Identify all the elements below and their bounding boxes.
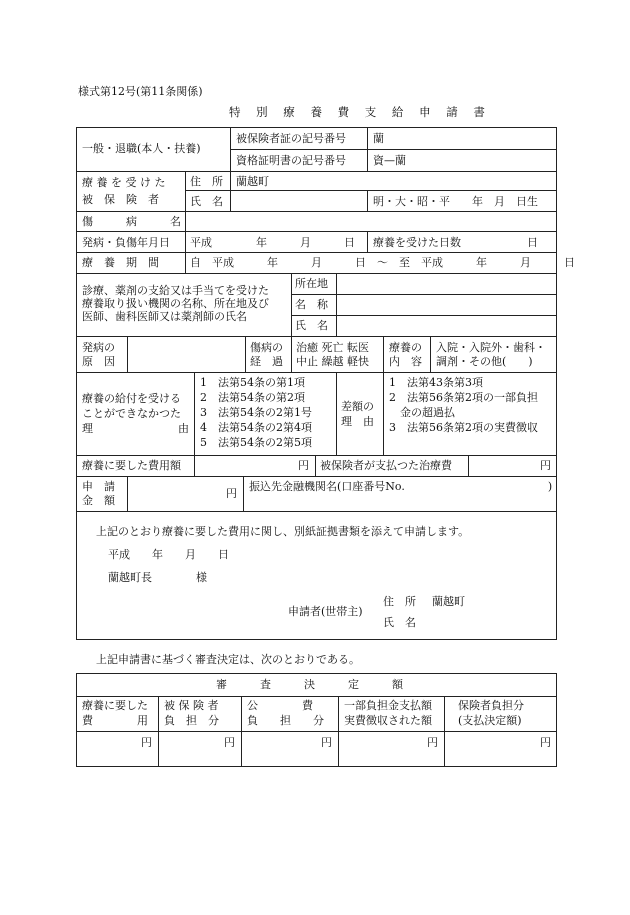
applicant-address-label: 住 所 [383,595,416,608]
qualification-card-value[interactable]: 資—蘭 [373,154,406,167]
diff-reason-label-line1: 差額の [341,400,374,413]
content-label-line1: 療養の [389,341,422,354]
diff-reason-item[interactable]: 3 法第56条第2項の実費徴収 [389,421,538,434]
qualification-card-label: 資格証明書の記号番号 [236,154,346,167]
cause-label-line2: 原 因 [82,355,115,368]
decision-yen-col3: 円 [321,736,332,749]
reason-item[interactable]: 5 法第54条の2第5項 [200,436,312,449]
decision-intro: 上記申請書に基づく審査決定は、次のとおりである。 [96,653,360,666]
reason-item[interactable]: 3 法第54条の2第1号 [200,406,312,419]
onset-label: 発病・負傷年月日 [82,236,170,249]
decision-col2-line2: 負 担 分 [164,714,219,727]
birth-date[interactable]: 明・大・昭・平 年 月 日生 [373,195,538,208]
reason-item[interactable]: 4 法第54条の2第4項 [200,421,312,434]
cost-yen: 円 [298,459,309,472]
bank-label[interactable]: 振込先金融機関名(口座番号No. ) [249,480,553,493]
mayor-line: 蘭越町長 様 [108,571,207,584]
treatment-days-label: 療養を受けた日数 [373,236,461,249]
decision-yen-col4: 円 [427,736,438,749]
cause-label-line1: 発病の [82,341,115,354]
provider-name-label: 名 称 [295,298,328,311]
form-title: 特 別 療 養 費 支 給 申 請 書 [229,105,491,119]
insured-card-value[interactable]: 蘭 [373,132,384,145]
statement: 上記のとおり療養に要した費用に関し、別紙証拠書類を添えて申請します。 [96,525,470,538]
decision-col3-line1: 公 費 [247,699,313,712]
disease-label: 傷 病 名 [82,215,181,228]
decision-title: 審 査 決 定 額 [216,678,403,691]
reason-label-line3b: 由 [178,422,189,435]
insured-card-label: 被保険者証の記号番号 [236,132,346,145]
content-options-line1[interactable]: 入院・入院外・歯科・ [436,341,546,354]
provider-label-line2: 療養取り扱い機関の名称、所在地及び [82,297,269,310]
amount-yen: 円 [226,487,237,500]
diff-reason-item[interactable]: 1 法第43条第3項 [389,376,483,389]
amount-label-line1: 申 請 [82,480,115,493]
decision-col2-line1: 被 保 険 者 [164,699,219,712]
content-label-line2: 内 容 [389,355,422,368]
decision-col3-line2: 負 担 分 [247,714,324,727]
decision-col4-line2: 実費徴収された額 [344,714,432,727]
paid-yen: 円 [540,459,551,472]
reason-item[interactable]: 2 法第54条の第2項 [200,391,305,404]
decision-col1-line1: 療養に要した [82,699,148,712]
reason-label-line3a: 理 [82,422,93,435]
applicant-name-label: 氏 名 [383,616,416,629]
treatment-days-unit: 日 [527,236,538,249]
decision-col4-line1: 一部負担金支払額 [344,699,432,712]
patient-label-line2: 被 保 険 者 [82,193,159,206]
applicant-label: 申請者(世帯主) [288,605,363,618]
applicant-address-value[interactable]: 蘭越町 [432,595,465,608]
category-label: 一般・退職(本人・扶養) [82,142,201,155]
form-number: 様式第12号(第11条関係) [78,85,203,98]
decision-yen-col5: 円 [540,736,551,749]
date-line[interactable]: 平成 年 月 日 [108,548,229,561]
outcome-options-line2[interactable]: 中止 繰越 軽快 [296,355,369,368]
content-options-line2[interactable]: 調剤・その他( ) [436,355,533,368]
reason-item[interactable]: 1 法第54条の第1項 [200,376,305,389]
course-label-line1: 傷病の [250,341,283,354]
onset-date[interactable]: 平成 年 月 日 [190,236,355,249]
period-label: 療 養 期 間 [82,256,159,269]
period-value[interactable]: 自 平成 年 月 日 ～ 至 平成 年 月 日 [190,256,575,269]
patient-label-line1: 療 養 を 受 け た [82,176,166,189]
decision-col5-line2: (支払決定額) [458,714,522,727]
doctor-name-label: 氏 名 [295,319,328,332]
provider-label-line1: 診療、薬剤の支給又は手当てを受けた [82,284,269,297]
decision-yen-col1: 円 [141,736,152,749]
diff-reason-label-line2: 理 由 [341,415,374,428]
cost-label: 療養に要した費用額 [82,459,181,472]
address-label: 住 所 [190,175,223,188]
outcome-options-line1[interactable]: 治癒 死亡 転医 [296,341,369,354]
location-label: 所在地 [295,277,328,290]
decision-col5-line1: 保険者負担分 [458,699,524,712]
diff-reason-item[interactable]: 2 法第56条第2項の一部負担 [389,391,538,404]
reason-label-line1: 療養の給付を受ける [82,392,181,405]
amount-label-line2: 金 額 [82,494,115,507]
diff-reason-item: 金の超過払 [389,406,455,419]
reason-label-line2: ことができなかつた [82,407,181,420]
address-value[interactable]: 蘭越町 [236,175,269,188]
decision-yen-col2: 円 [224,736,235,749]
paid-label: 被保険者が支払つた治療費 [320,459,452,472]
course-label-line2: 経 過 [250,355,283,368]
decision-col1-line2: 費 用 [82,714,148,727]
name-label: 氏 名 [190,195,223,208]
provider-label-line3: 医師、歯科医師又は薬剤師の氏名 [82,310,247,323]
